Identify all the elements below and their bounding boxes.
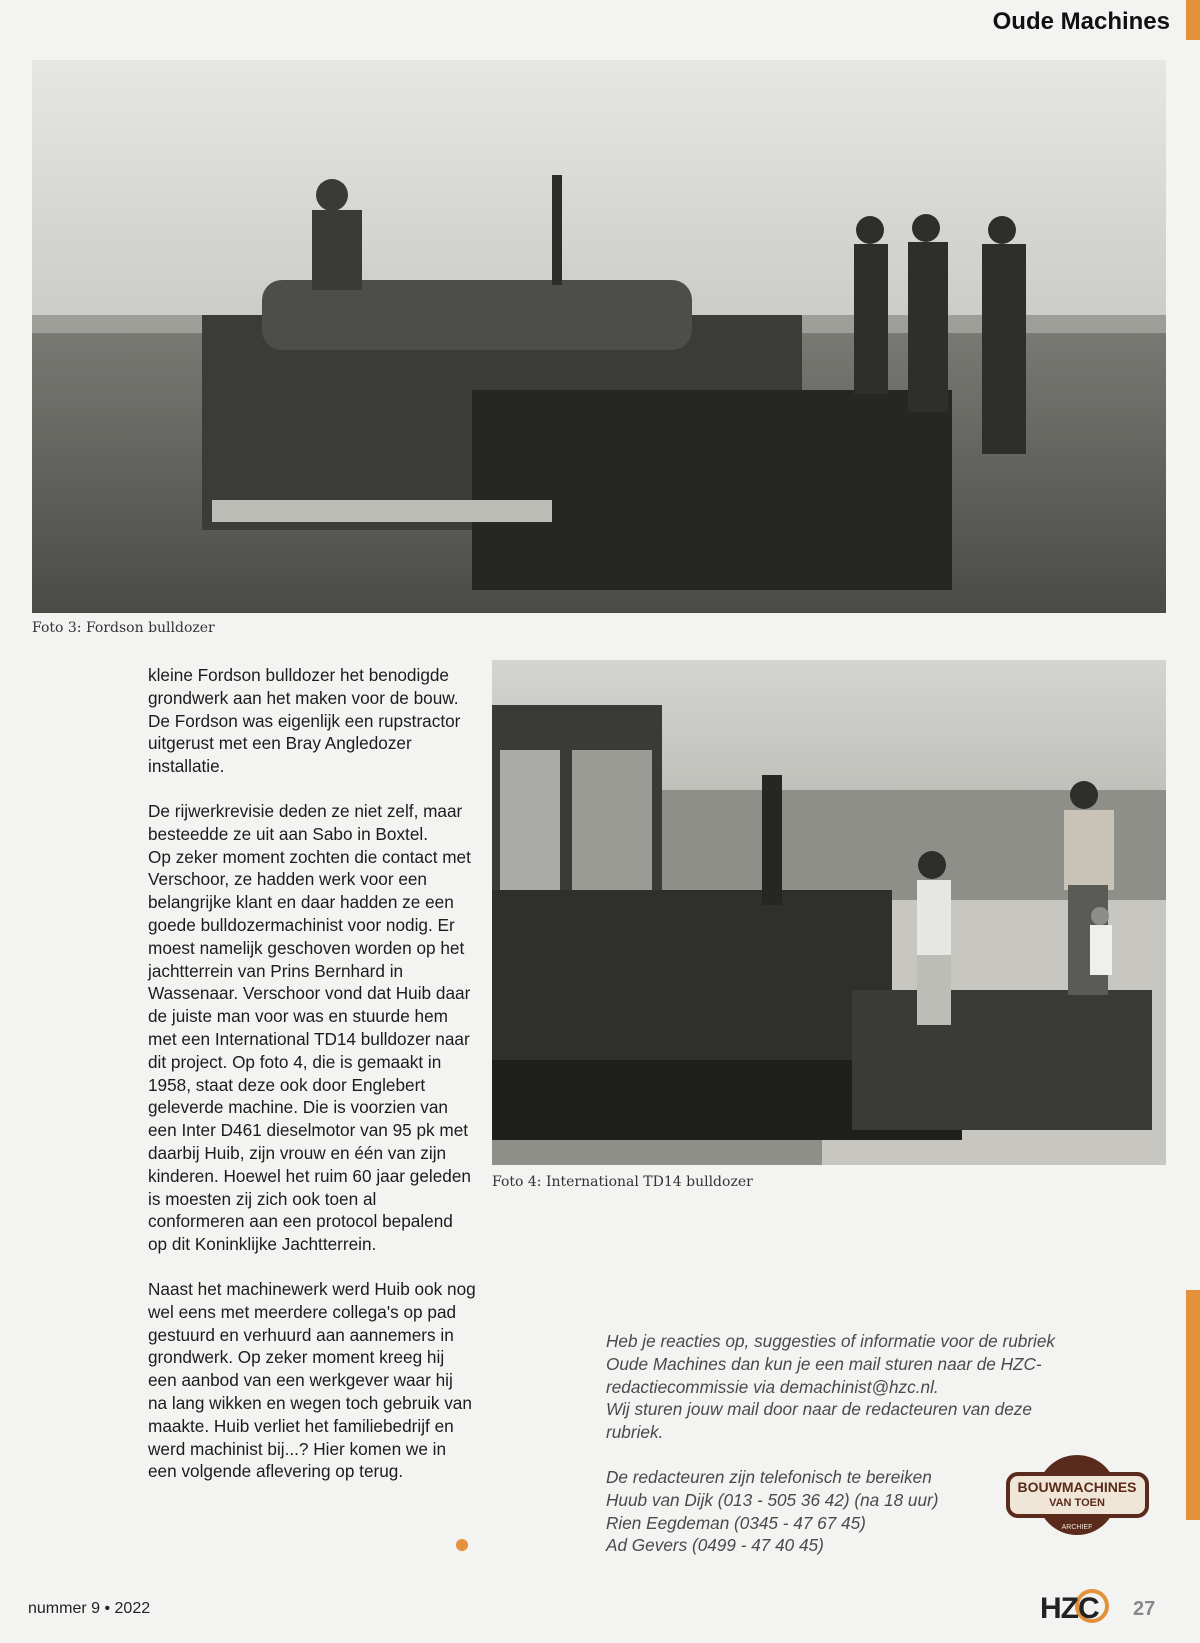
- end-of-article-dot: [456, 1539, 468, 1551]
- photo-caption: Foto 3: Fordson bulldozer: [32, 620, 215, 636]
- page-edge-accent: [1186, 1290, 1200, 1520]
- rubric-title: Oude Machines: [992, 8, 1170, 35]
- page-edge-accent: [1186, 0, 1200, 40]
- photo-fordson-illustration: [32, 60, 1166, 613]
- page-number: 27: [1133, 1598, 1156, 1620]
- article-text: [148, 664, 476, 1505]
- issue-number: nummer 9 • 2022: [28, 1600, 151, 1617]
- contact-editor: Rien Eegdeman (0345 - 47 67 45): [606, 1512, 866, 1533]
- photo-caption: Foto 4: International TD14 bulldozer: [492, 1174, 753, 1190]
- logo-line3: ARCHIEF: [1061, 1524, 1093, 1531]
- contact-editor: Ad Gevers (0499 - 47 40 45): [606, 1535, 824, 1556]
- hzc-brand: HZC: [1040, 1592, 1099, 1625]
- logo-line2: VAN TOEN: [1049, 1497, 1105, 1509]
- bouwmachines-van-toen-logo: [1005, 1452, 1150, 1538]
- contact-editor: Huub van Dijk (013 - 505 36 42) (na 18 uur): [606, 1489, 939, 1510]
- photo-international-td14: [492, 660, 1166, 1165]
- contact-info: [606, 1330, 1066, 1557]
- article-paragraph: De rijwerkrevisie deden ze niet zelf, maar besteedde ze uit aan Sabo in Boxtel. Op zeker moment zochten die contact met Verschoor, ze hadden werk voor een belangrijke klant en daar hadden ze een goede bulldozermachinist voor nodig. Er moest namelijk geschoven worden op het jachtterrein van Prins Bernhard in Wassenaar. Verschoor vond dat Huib daar de juiste man voor was en stuurde hem met een International TD14 bulldozer naar dit project. Op foto 4, die is gemaakt in 1958, staat deze ook door Englebert geleverde machine. Die is voorzien van een Inter D461 dieselmotor van 95 pk met daarbij Huib, zijn vrouw en één van zijn kinderen. Hoewel het ruim 60 jaar geleden is moesten zij zich ook toen al conformeren aan een protocol bepalend op dit Koninklijke Jachtterrein.: [148, 800, 471, 1255]
- photo-td14-illustration: [492, 660, 1166, 1165]
- contact-phone-intro: De redacteuren zijn telefonisch te bereiken: [606, 1466, 932, 1487]
- article-paragraph: Naast het machinewerk werd Huib ook nog wel eens met meerdere collega's op pad gestuurd en verhuurd aan aannemers in grondwerk. Op zeker moment kreeg hij een aanbod van een werkgever waar hij na lang wikken en wegen toch gebruik van maakte. Huib verliet het familiebedrijf en werd machinist bij...? Hier komen we in een volgende aflevering op terug.: [148, 1278, 476, 1482]
- logo-line1: BOUWMACHINES: [1017, 1479, 1137, 1495]
- article-paragraph: kleine Fordson bulldozer het benodigde grondwerk aan het maken voor de bouw. De Fordson was eigenlijk een rupstractor uitgerust met een Bray Angledozer installatie.: [148, 665, 461, 777]
- contact-intro: Heb je reacties op, suggesties of informatie voor de rubriek Oude Machines dan kun je een mail sturen naar de HZC-redactiecommissie via demachinist@hzc.nl. Wij sturen jouw mail door naar de redacteuren van deze rubriek.: [606, 1331, 1056, 1443]
- photo-fordson-bulldozer: [32, 60, 1166, 613]
